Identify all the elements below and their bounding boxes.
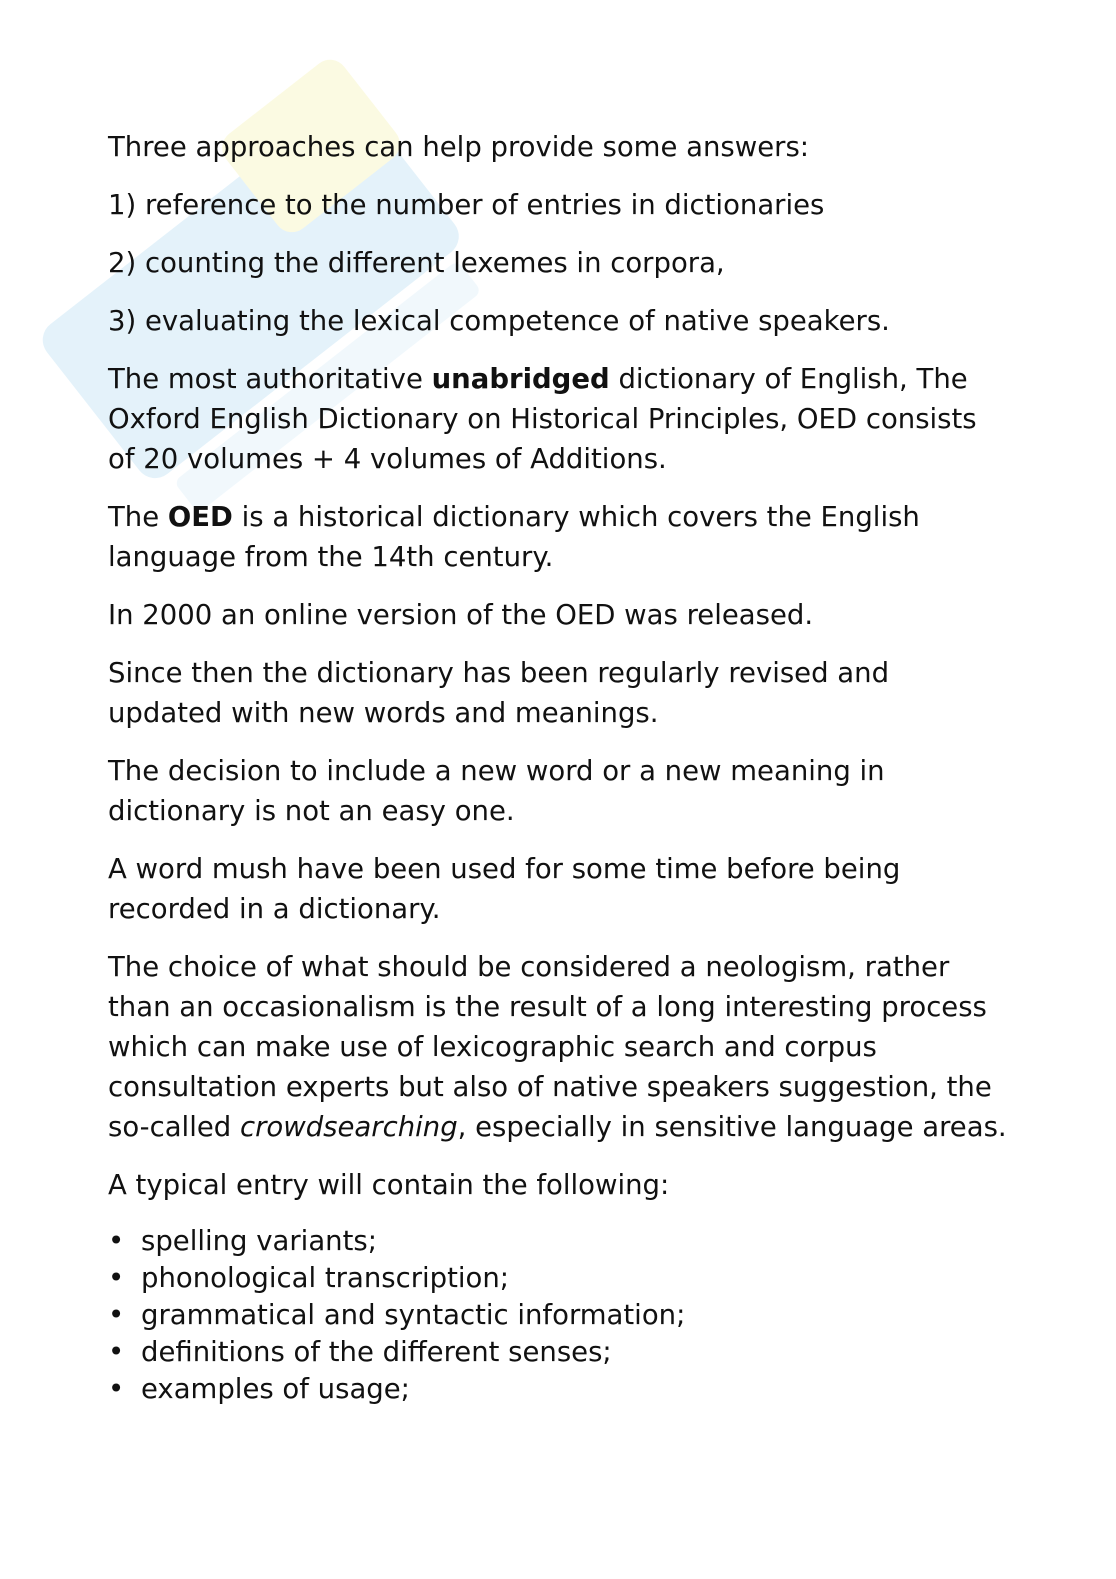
unabridged-term: unabridged [431, 363, 610, 395]
neologism-paragraph: The choice of what should be considered a neologism, rather than an occasionalism is the result of a long interesting process which can make use of lexicographic search and corpus consultation experts but also of native speakers suggestion, the so-called crowdsearching, especially in sensitive language areas. [108, 951, 1007, 1143]
bullet-icon: • [108, 1262, 125, 1294]
approach-1: 1) reference to the number of entries in dictionaries [108, 189, 825, 221]
entry-contents-list [108, 1223, 1008, 1408]
usage-time-paragraph: A word mush have been used for some time before being recorded in a dictionary. [108, 853, 901, 925]
revisions-paragraph: Since then the dictionary has been regularly revised and updated with new words and meanings. [108, 657, 890, 729]
crowdsearching-term: crowdsearching [239, 1111, 458, 1143]
approach-2: 2) counting the different lexemes in corpora, [108, 247, 725, 279]
list-item: • definitions of the different senses; [108, 1334, 1008, 1371]
bullet-icon: • [108, 1336, 125, 1368]
bullet-icon: • [108, 1299, 125, 1331]
entry-intro-paragraph: A typical entry will contain the following: [108, 1169, 670, 1201]
document-body [108, 127, 1008, 1408]
bullet-icon: • [108, 1225, 125, 1257]
list-item: • grammatical and syntactic information; [108, 1297, 1008, 1334]
bullet-icon: • [108, 1373, 125, 1405]
list-item: • examples of usage; [108, 1371, 1008, 1408]
approach-3: 3) evaluating the lexical competence of native speakers. [108, 305, 890, 337]
list-item: • phonological transcription; [108, 1260, 1008, 1297]
decision-paragraph: The decision to include a new word or a new meaning in dictionary is not an easy one. [108, 755, 885, 827]
intro-paragraph: Three approaches can help provide some answers: [108, 131, 810, 163]
oed-intro-paragraph: The most authoritative unabridged dictionary of English, The Oxford English Dictionary on Historical Principles, OED consists of 20 volumes + 4 volumes of Additions. [108, 363, 977, 475]
online-version-paragraph: In 2000 an online version of the OED was released. [108, 599, 814, 631]
list-item: • spelling variants; [108, 1223, 1008, 1260]
oed-term: OED [167, 501, 233, 533]
oed-history-paragraph: The OED is a historical dictionary which covers the English language from the 14th century. [108, 501, 920, 573]
